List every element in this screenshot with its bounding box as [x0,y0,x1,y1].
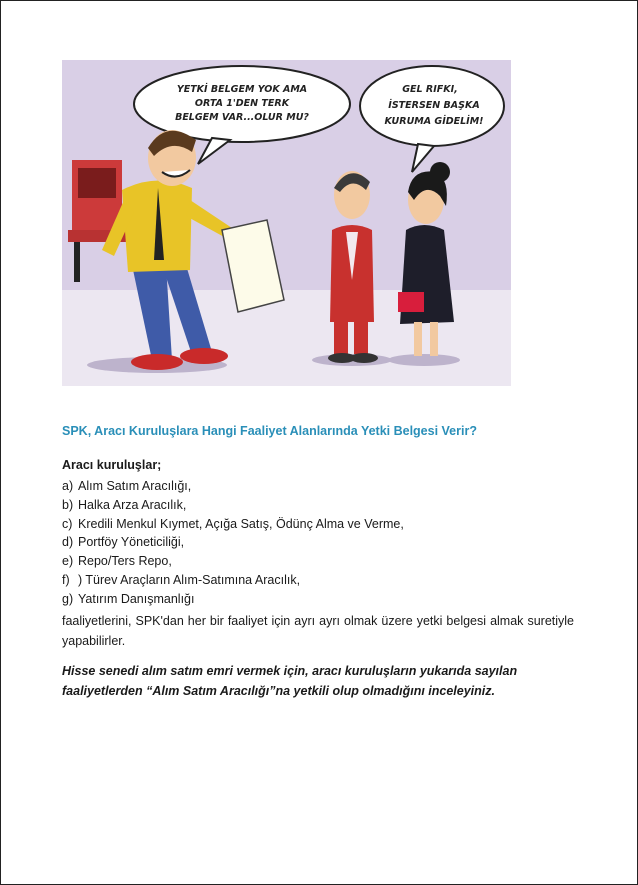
body-paragraph: faaliyetlerini, SPK'dan her bir faaliyet için ayrı ayrı olmak üzere yetki belgesi almak suretiyle yapabilirler. [62,614,574,648]
list-item-text: Alım Satım Aracılığı, [78,479,192,493]
bubble-left-line-3: BELGEM VAR...OLUR MU? [175,112,309,123]
list-item [62,552,404,571]
list-marker: d) [62,535,74,550]
list-item-text: Repo/Ters Repo, [78,554,172,569]
bubble-left-line-2: ORTA 1'DEN TERK [194,98,290,109]
list-item-text: Portföy Yöneticiliği, [78,535,185,550]
list-item [62,533,404,552]
bubble-right-line-3: KURUMA GİDELİM! [384,116,484,127]
bubble-right-line-2: İSTERSEN BAŞKA [388,100,480,111]
list-marker: e) [62,554,74,569]
bubble-right-line-1: GEL RIFKI, [402,84,458,95]
list-item [62,477,404,496]
list-marker: f) [62,572,70,587]
list-item [62,515,404,534]
list-item-text: Yatırım Danışmanlığı [78,591,195,606]
list-marker: b) [62,497,74,512]
section-heading: SPK, Aracı Kuruluşlara Hangi Faaliyet Alanlarında Yetki Belgesi Verir? [62,424,477,438]
list-item [62,590,404,609]
list-marker: g) [62,591,74,606]
activity-list [62,477,404,609]
task-instruction: Hisse senedi alım satım emri vermek için, aracı kuruluşların yukarıda sayılan faaliyetlerden “Alım Satım Aracılığı”na yetkili olup olmadığını inceleyiniz. [62,664,518,698]
cartoon-illustration [62,60,511,386]
list-marker: c) [62,516,73,531]
bubble-left-line-1: YETKİ BELGEM YOK AMA [176,84,308,95]
list-item-text: Halka Arza Aracılık, [78,497,187,512]
intro-label: Aracı kuruluşlar; [62,458,162,472]
list-item [62,571,404,590]
list-item [62,496,404,515]
list-item-text: Kredili Menkul Kıymet, Açığa Satış, Ödünç Alma ve Verme, [78,516,404,531]
list-marker: a) [62,479,74,493]
list-item-text: ) Türev Araçların Alım-Satımına Aracılık, [78,572,301,587]
